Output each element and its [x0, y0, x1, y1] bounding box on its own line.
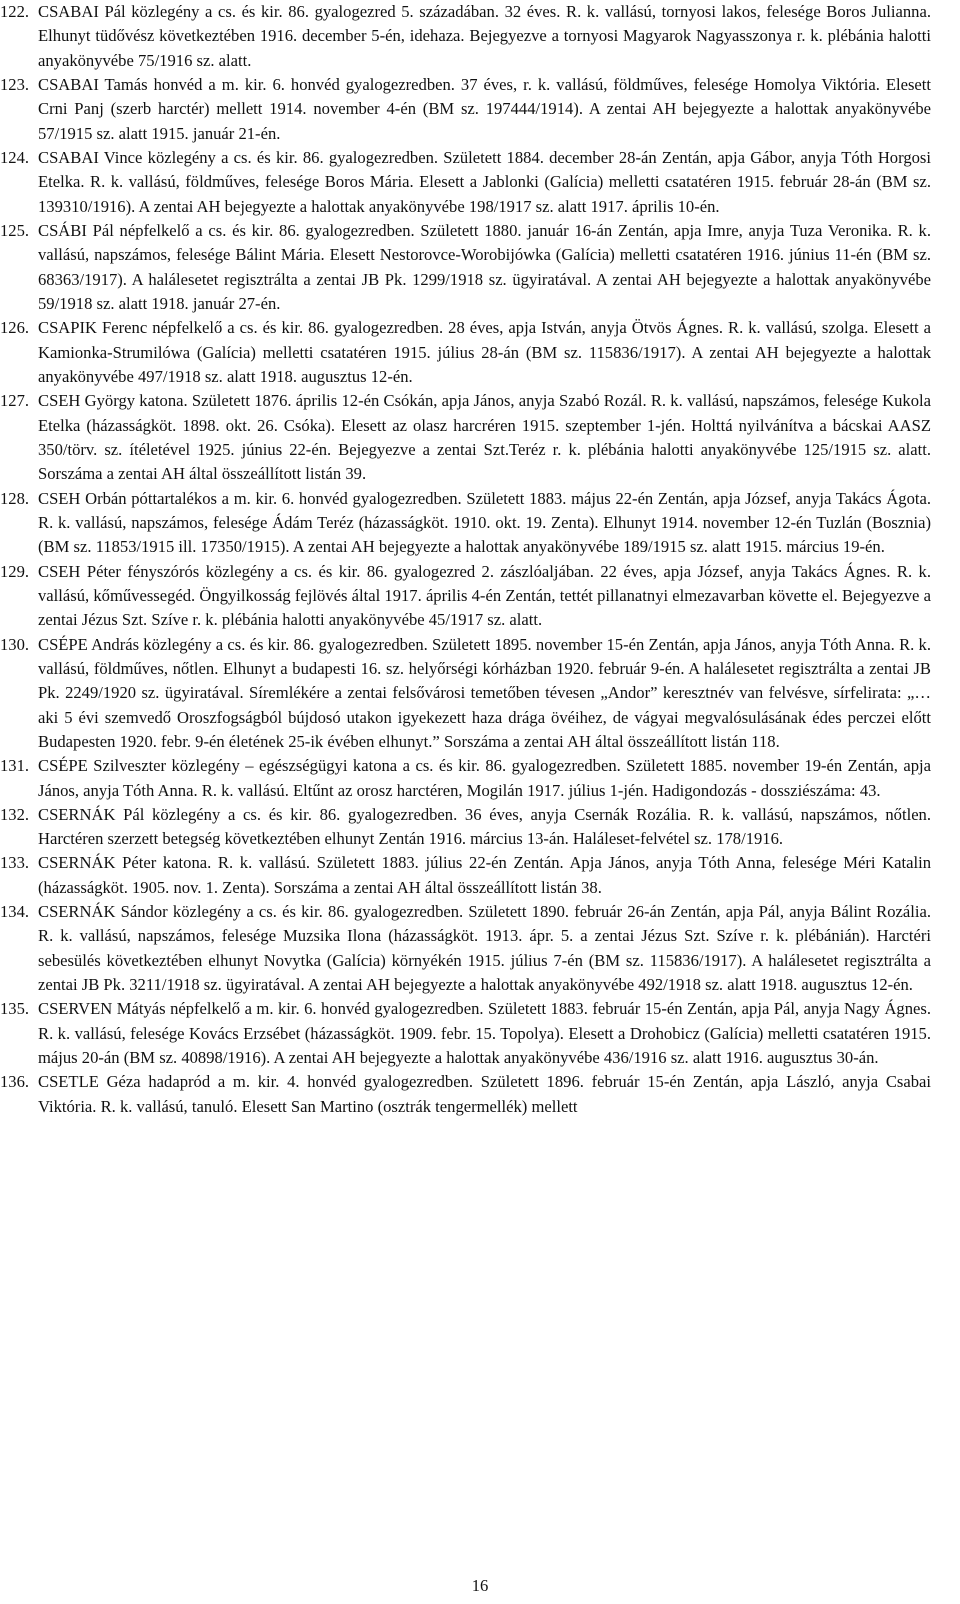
- list-item: [0, 754, 960, 803]
- list-item: [0, 0, 960, 73]
- list-item: [0, 73, 960, 146]
- entry-number: 132.: [0, 804, 30, 824]
- entry-number: 122.: [0, 2, 30, 21]
- entry-text: CSABAI Tamás honvéd a m. kir. 6. honvéd gyalogezredben. 37 éves, r. k. vallású, földműves, felesége Homolya Viktória. Elesett Crni Panj (szerb harctér) mellett 1914. november 4-én (BM sz. 197444/1914). A zentai AH bejegyezte a halottak anyakönyvébe 57/1915 sz. alatt 1915. január 21-én.: [38, 74, 931, 143]
- entry-text: CSERNÁK Sándor közlegény a cs. és kir. 86. gyalogezredben. Született 1890. február 26-án Zentán, apja Pál, anyja Bálint Rozália. R. k. vallású, napszámos, felesége Muzsika Ilona (házasságköt. 1913. ápr. 5. a zentai Jézus Szt. Szíve r. k. plébánián). Harctéri sebesülés következtében elhunyt Novytka (Galícia) környékén 1915. július 7-én (BM sz. 115836/1917). A halálesetet regisztrálta a zentai JB Pk. 3211/1918 sz. ügyiratával. A zentai AH bejegyezte a halottak anyakönyvébe 492/1918 sz. alatt 1918. augusztus 12-én.: [38, 902, 931, 995]
- entry-text: CSEH Péter fényszórós közlegény a cs. és kir. 86. gyalogezred 2. zászlóaljában. 22 éves, apja József, anyja Takács Ágnes. R. k. vallású, kőművessegéd. Öngyilkosság fejlövés által 1917. április 4-én Zentán, tettét pillanatnyi elmezavarban követte el. Bejegyezve a zentai Jézus Szt. Szíve r. k. plébánia halotti anyakönyvébe 45/1917 sz. alatt.: [38, 561, 931, 630]
- entry-text: CSERNÁK Péter katona. R. k. vallású. Született 1883. július 22-én Zentán. Apja János, anyja Tóth Anna, felesége Méri Katalin (házasságköt. 1905. nov. 1. Zenta). Sorszáma a zentai AH által összeállított listán 38.: [38, 853, 931, 897]
- entry-number: 131.: [0, 756, 30, 776]
- entry-number: 124.: [0, 147, 30, 167]
- list-item: [0, 1070, 960, 1119]
- page-number: 16: [471, 1576, 489, 1595]
- entry-number: 129.: [0, 561, 30, 581]
- list-item: [0, 389, 960, 486]
- entry-text: CSEH György katona. Született 1876. április 12-én Csókán, apja János, anyja Szabó Rozál. R. k. vallású, napszámos, felesége Kukola Etelka (házasságköt. 1898. okt. 26. Csóka). Elesett az olasz harcréren 1915. szeptember 1-jén. Holttá nyilvánítva a bácskai AASZ 350/törv. sz. ítéletével 1925. június 22-én. Bejegyezve a zentai Szt.Teréz r. k. plébánia halotti anyakönyvébe 125/1915 sz. alatt. Sorszáma a zentai AH által összeállított listán 39.: [38, 391, 931, 484]
- list-item: [0, 900, 960, 997]
- entry-text: CSERVEN Mátyás népfelkelő a m. kir. 6. honvéd gyalogezredben. Született 1883. február 15-én Zentán, apja Pál, anyja Nagy Ágnes. R. k. vallású, felesége Kovács Erzsébet (házasságköt. 1909. febr. 15. Topolya). Elesett a Drohobicz (Galícia) melletti csatatéren 1915. május 20-án (BM sz. 40898/1916). A zentai AH bejegyezte a halottak anyakönyvébe 436/1916 sz. alatt 1916. augusztus 30-án.: [38, 999, 931, 1068]
- entry-number: 127.: [0, 391, 30, 411]
- entry-text: CSÉPE András közlegény a cs. és kir. 86. gyalogezredben. Született 1895. november 15-én Zentán, apja János, anyja Tóth Anna. R. k. vallású, földműves, nőtlen. Elhunyt a budapesti 16. sz. helyőrségi kórházban 1920. február 9-én. A halálesetet regisztrálta a zentai JB Pk. 2249/1920 sz. ügyiratával. Síremlékére a zentai felsővárosi temetőben tévesen „Andor” keresztnév van felvésve, sírfelirata: „…aki 5 évi szemvedő Oroszfogságból bújdosó utakon igyekezett haza drága övéihez, de vágyai megvalósulásának édes perczei előtt Budapesten 1920. febr. 9-én életének 25-ik évében elhunyt.” Sorszáma a zentai AH által összeállított listán 118.: [38, 634, 931, 751]
- list-item: [0, 633, 960, 755]
- list-item: [0, 803, 960, 852]
- entry-text: CSAPIK Ferenc népfelkelő a cs. és kir. 86. gyalogezredben. 28 éves, apja István, anyja Ötvös Ágnes. R. k. vallású, szolga. Elesett a Kamionka-Strumilówa (Galícia) melletti csatatéren 1915. július 28-án (BM sz. 115836/1917). A zentai AH bejegyezte a halottak anyakönyvébe 497/1918 sz. alatt 1918. augusztus 12-én.: [38, 318, 931, 386]
- list-item: [0, 316, 960, 389]
- entry-number: 128.: [0, 488, 30, 508]
- entry-text: CSÉPE Szilveszter közlegény – egészségügyi katona a cs. és kir. 86. gyalogezredben. Született 1885. november 19-én Zentán, apja János, anyja Tóth Anna. R. k. vallású. Eltűnt az orosz harctéren, Mogilán 1917. július 1-jén. Hadigondozás - dossziészáma: 43.: [38, 756, 931, 800]
- list-item: [0, 560, 960, 633]
- list-item: [0, 219, 960, 316]
- entry-number: 123.: [0, 74, 30, 94]
- entry-number: 134.: [0, 902, 30, 922]
- entry-number: 135.: [0, 999, 30, 1019]
- entry-text: CSEH Orbán póttartalékos a m. kir. 6. honvéd gyalogezredben. Született 1883. május 22-én Zentán, apja József, anyja Takács Ágota. R. k. vallású, napszámos, felesége Ádám Teréz (házasságköt. 1910. okt. 19. Zenta). Elhunyt 1914. november 12-én Tuzlán (Bosznia) (BM sz. 11853/1915 ill. 17350/1915). A zentai AH bejegyezte a halottak anyakönyvébe 189/1915 sz. alatt 1915. március 19-én.: [38, 488, 931, 557]
- entry-number: 130.: [0, 634, 30, 654]
- list-item: [0, 851, 960, 900]
- entry-text: CSETLE Géza hadapród a m. kir. 4. honvéd gyalogezredben. Született 1896. február 15-én Zentán, apja László, anyja Csabai Viktória. R. k. vallású, tanuló. Elesett San Martino (osztrák tengermellék) mellett: [38, 1072, 931, 1116]
- entry-number: 125.: [0, 220, 30, 240]
- entry-number: 126.: [0, 318, 30, 338]
- entry-number: 133.: [0, 853, 30, 873]
- entry-number: 136.: [0, 1072, 30, 1092]
- entry-text: CSERNÁK Pál közlegény a cs. és kir. 86. gyalogezredben. 36 éves, anyja Csernák Rozália. R. k. vallású, napszámos, nőtlen. Harctéren szerzett betegség következtében elhunyt Zentán 1916. március 13-án. Haláleset-felvétel sz. 178/1916.: [38, 804, 931, 849]
- entry-text: CSÁBI Pál népfelkelő a cs. és kir. 86. gyalogezredben. Született 1880. január 16-án Zentán, apja Imre, anyja Tuza Veronika. R. k. vallású, napszámos, felesége Bálint Mária. Elesett Nestorovce-Worobijówka (Galícia) melletti csatatéren 1916. június 11-én (BM sz. 68363/1917). A halálesetet regisztrálta a zentai JB Pk. 1299/1918 sz. ügyiratával. A zentai AH bejegyezte a halottak anyakönyvébe 59/1918 sz. alatt 1918. január 27-én.: [38, 220, 931, 313]
- list-item: [0, 146, 960, 219]
- entry-text: CSABAI Pál közlegény a cs. és kir. 86. gyalogezred 5. századában. 32 éves. R. k. vallású, tornyosi lakos, felesége Boros Julianna. Elhunyt tüdővész következtében 1916. december 5-én, idehaza. Bejegyezve a tornyosi Magyarok Nagyasszonya r. k. plébánia halotti anyakönyvébe 75/1916 sz. alatt.: [38, 2, 931, 70]
- entry-text: CSABAI Vince közlegény a cs. és kir. 86. gyalogezredben. Született 1884. december 28-án Zentán, apja Gábor, anyja Tóth Horgosi Etelka. R. k. vallású, földműves, felesége Boros Mária. Elesett a Jablonki (Galícia) melletti csatatéren 1915. február 28-án (BM sz. 139310/1916). A zentai AH bejegyezte a halottak anyakönyvébe 198/1917 sz. alatt 1917. április 10-én.: [38, 147, 931, 216]
- list-item: [0, 997, 960, 1070]
- list-item: [0, 487, 960, 560]
